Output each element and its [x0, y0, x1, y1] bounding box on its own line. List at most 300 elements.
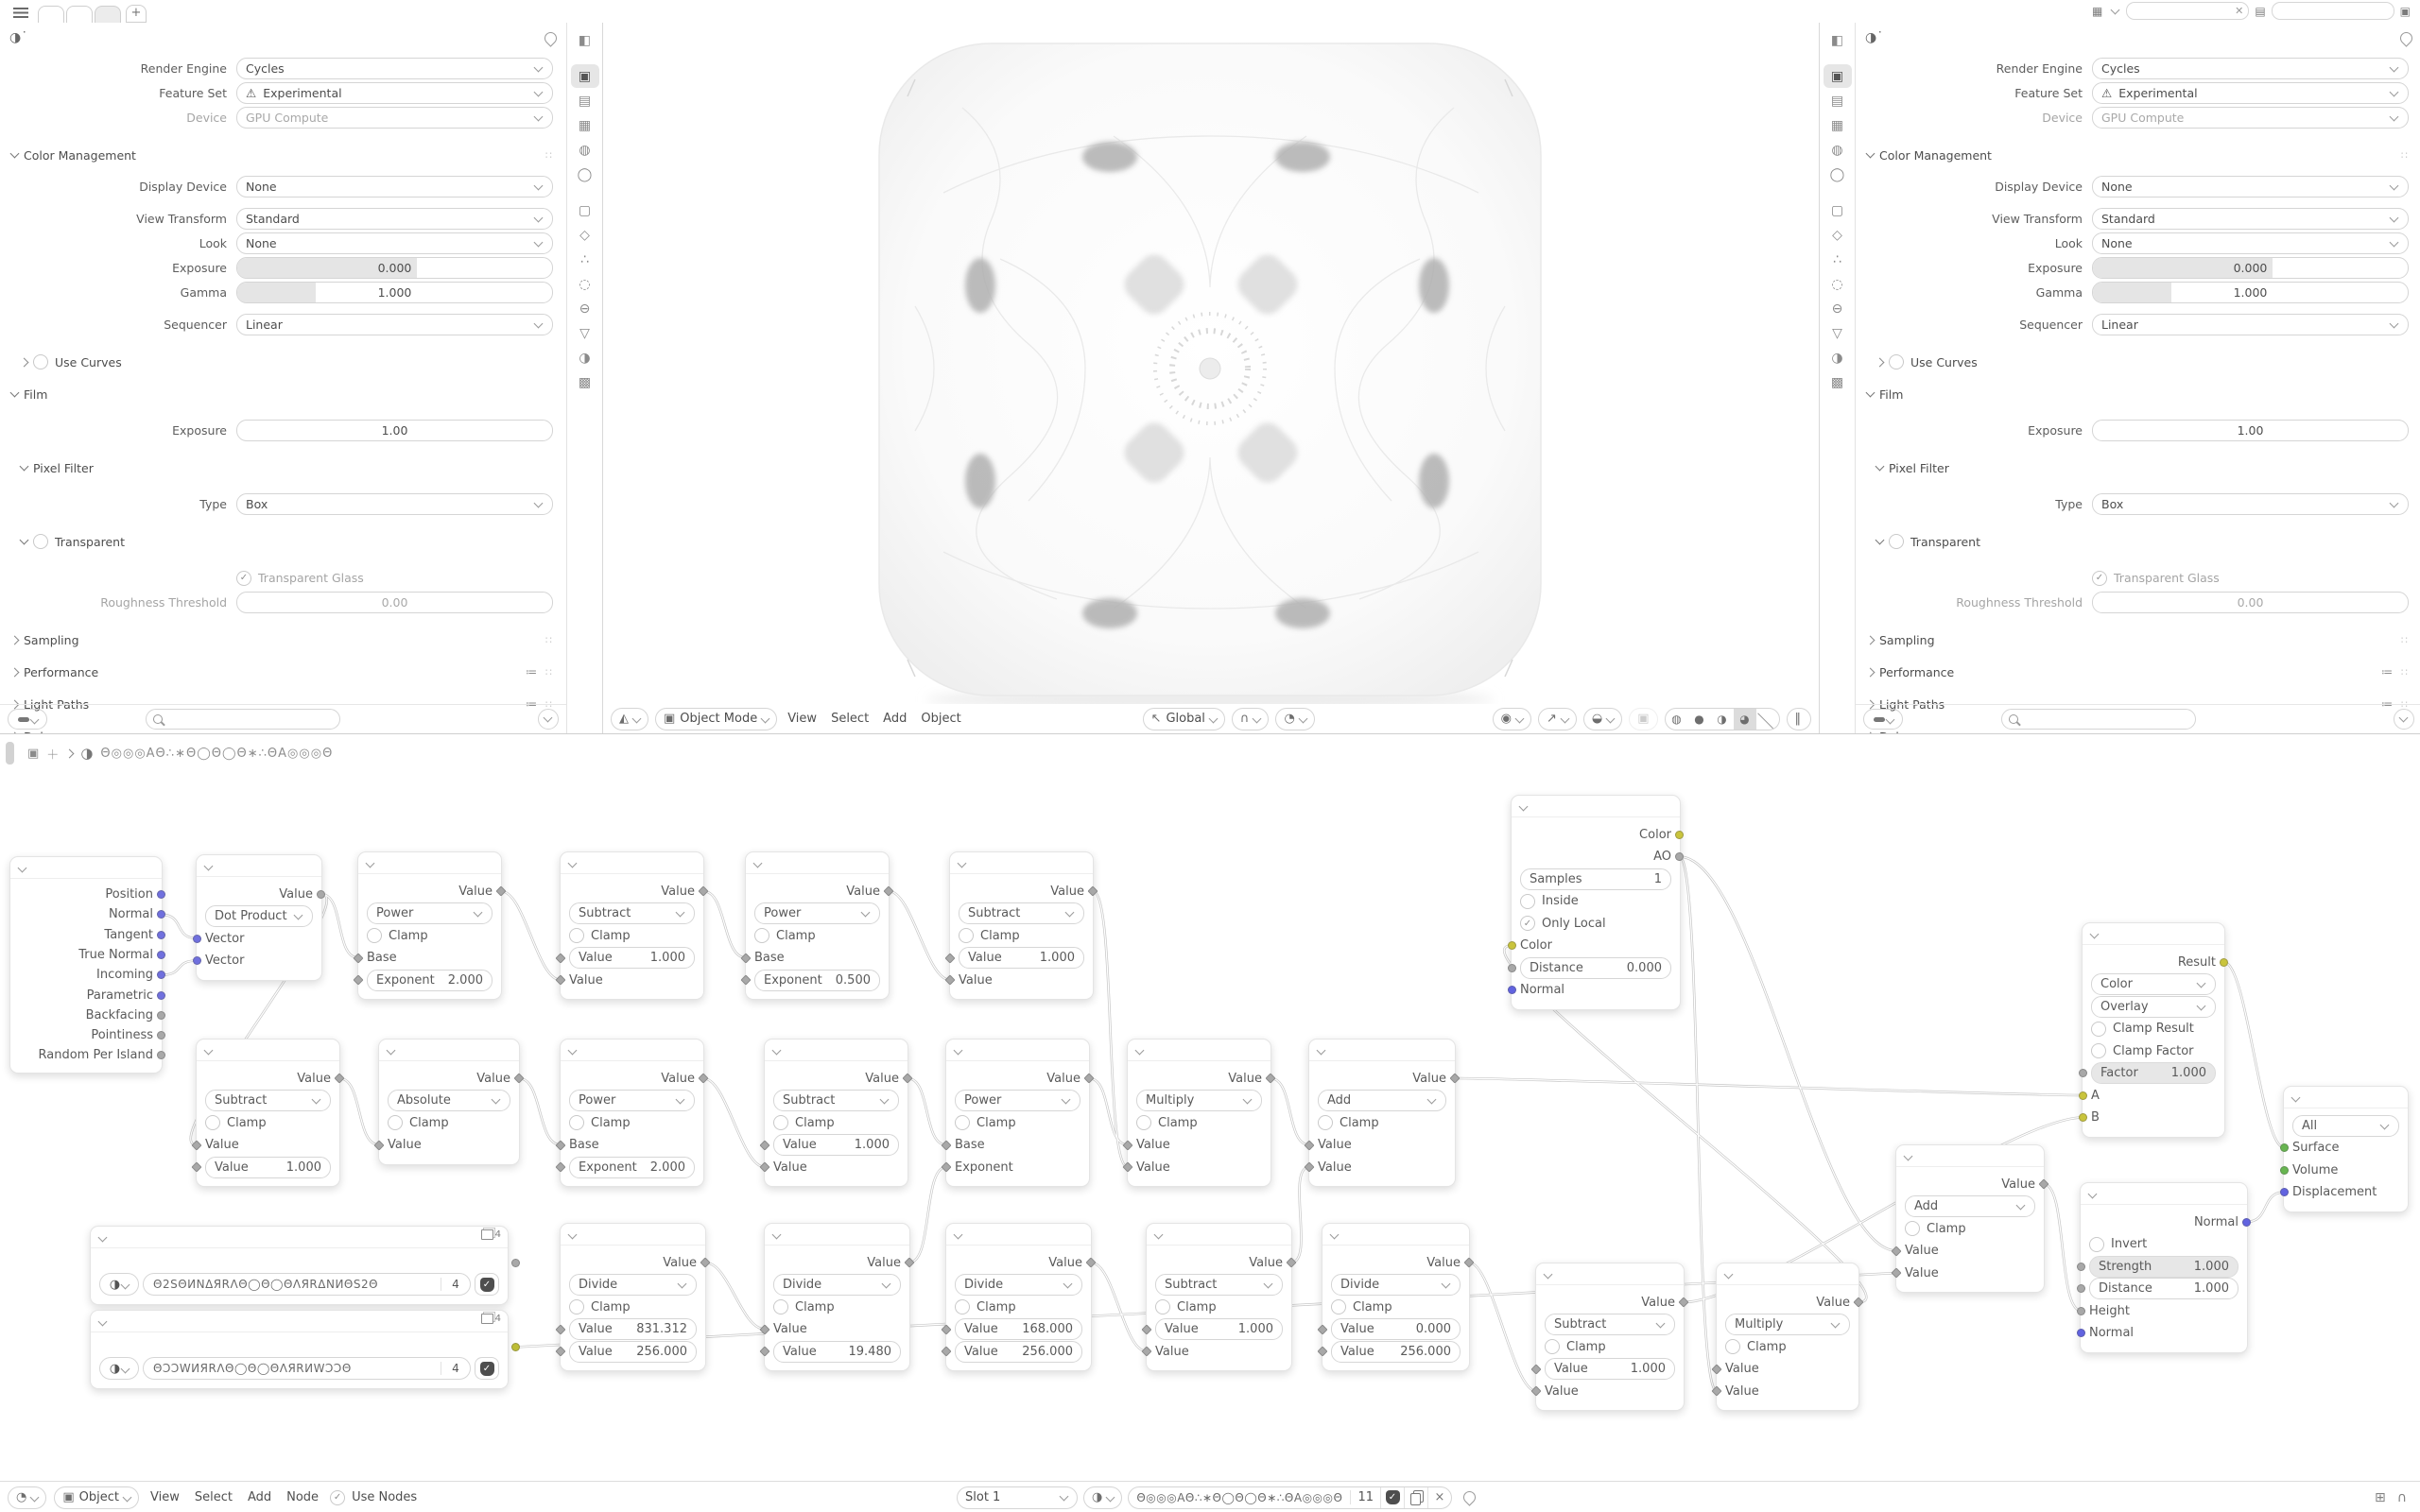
look-dropdown[interactable]: None	[2092, 232, 2409, 254]
checkbox-inside[interactable]: Inside	[1520, 891, 1671, 911]
editor-type-button[interactable]: ◔	[8, 1486, 46, 1509]
tab-viewlayer-properties-icon[interactable]: ▦	[1830, 117, 1844, 133]
node-mul12[interactable]	[1127, 1039, 1271, 1187]
overlays-dropdown[interactable]: ◒	[1583, 708, 1622, 730]
shading-rendered-icon[interactable]: ◕	[1734, 709, 1756, 730]
look-dropdown[interactable]: None	[236, 232, 553, 254]
checkbox-clamp[interactable]: Clamp	[754, 926, 880, 946]
node-header[interactable]	[950, 852, 1093, 874]
checkbox-clamp[interactable]: Clamp	[1331, 1297, 1461, 1317]
device-dropdown[interactable]: GPU Compute	[2092, 107, 2409, 129]
shading-material-icon[interactable]: ◑	[1717, 712, 1727, 726]
node-header[interactable]	[2081, 1183, 2247, 1205]
fake-user-shield-button[interactable]: ✓	[475, 1357, 499, 1380]
socket[interactable]	[1508, 941, 1516, 950]
dropdown-add[interactable]: Add	[1318, 1090, 1446, 1111]
checkbox-clamp[interactable]: Clamp	[955, 1297, 1082, 1317]
node-header[interactable]	[1536, 1263, 1684, 1285]
operation-dropdown	[1155, 1275, 1283, 1295]
node-add13[interactable]	[1308, 1039, 1456, 1187]
menu-view[interactable]: View	[149, 1490, 180, 1504]
section-light-paths[interactable]: Light Paths ≔ ∷	[0, 692, 566, 716]
node-header[interactable]	[1322, 1224, 1469, 1246]
node-imgA[interactable]	[90, 1226, 509, 1305]
socket[interactable]	[1675, 852, 1684, 861]
feature-set-dropdown[interactable]: ⚠ Experimental	[2092, 82, 2409, 104]
view-transform-dropdown[interactable]: Standard	[236, 208, 553, 230]
node-header[interactable]	[1512, 796, 1680, 817]
value-field[interactable]: Distance 1.000	[2089, 1278, 2238, 1299]
add-workspace-button[interactable]: +	[126, 5, 147, 23]
socket[interactable]	[2242, 1218, 2251, 1227]
checkbox-clamp[interactable]: Clamp	[1545, 1337, 1675, 1357]
tab-tool-icon[interactable]: ◧	[1830, 32, 1844, 48]
value-field[interactable]: Factor 1.000	[2091, 1062, 2216, 1084]
dropdown-subtract[interactable]: Subtract	[569, 902, 695, 924]
node-sub1[interactable]	[560, 851, 704, 1000]
checkbox-clamp[interactable]: Clamp	[1905, 1219, 2035, 1239]
node-header[interactable]	[379, 1040, 519, 1061]
section-sampling[interactable]: Sampling ∷	[0, 627, 566, 652]
socket[interactable]	[1675, 831, 1684, 839]
node-mul21[interactable]	[1716, 1263, 1859, 1411]
checkbox-clamp[interactable]: Clamp	[1155, 1297, 1283, 1317]
checkbox-clamp[interactable]: Clamp	[959, 926, 1084, 946]
dropdown-divide[interactable]: Divide	[773, 1274, 901, 1296]
workspace-tab-3[interactable]	[95, 6, 121, 23]
section-pixel-filter[interactable]: Pixel Filter	[1856, 455, 2420, 480]
socket[interactable]	[2280, 1143, 2289, 1152]
node-sub7[interactable]	[196, 1039, 340, 1187]
tab-data-properties-icon[interactable]: ▽	[1832, 325, 1842, 341]
socket[interactable]	[1508, 964, 1516, 972]
fake-user-shield-button[interactable]: ✓	[475, 1273, 499, 1296]
dropdown-divide[interactable]: Divide	[1331, 1274, 1461, 1296]
film-exposure-field[interactable]: 1.00	[236, 420, 553, 441]
snap-dropdown[interactable]: ∩	[1232, 708, 1270, 730]
node-sub10[interactable]	[764, 1039, 908, 1187]
sequencer-dropdown[interactable]: Linear	[236, 314, 553, 335]
menu-object[interactable]: Object	[921, 712, 961, 726]
slot-dropdown[interactable]: Slot 1	[957, 1486, 1078, 1509]
value-field[interactable]: Value 1.000	[959, 947, 1084, 969]
shader-node-editor[interactable]	[0, 733, 2420, 1512]
material-name-field[interactable]: Θ◎◎◎AΘ∴∗Θ◯Θ◯Θ∗∴ΘA◎◎◎Θ 11 ✓ ×	[1128, 1486, 1452, 1509]
dropdown-subtract[interactable]: Subtract	[205, 1090, 331, 1111]
editor-type-button[interactable]: ◭	[611, 708, 648, 730]
checkbox-clamp[interactable]: Clamp	[569, 926, 695, 946]
dropdown-subtract[interactable]: Subtract	[959, 902, 1084, 924]
socket[interactable]	[157, 1011, 165, 1020]
dropdown-power[interactable]: Power	[955, 1090, 1080, 1111]
sequencer-dropdown[interactable]: Linear	[2092, 314, 2409, 335]
section-transparent[interactable]: Transparent	[1856, 529, 2420, 554]
checkbox-clamp[interactable]: Clamp	[1318, 1113, 1446, 1133]
checkbox-clamp[interactable]: Clamp	[569, 1113, 695, 1133]
node-header[interactable]	[197, 1040, 339, 1061]
node-header[interactable]	[765, 1040, 908, 1061]
scene-name-field[interactable]: ✕	[2126, 2, 2249, 20]
mode-dropdown[interactable]: ▣ Object Mode	[655, 708, 777, 730]
node-header[interactable]	[746, 852, 889, 874]
socket[interactable]	[157, 951, 165, 959]
transparent-checkbox[interactable]	[1889, 534, 1904, 549]
section-use-curves[interactable]: Use Curves	[1856, 350, 2420, 374]
tab-output-properties-icon[interactable]: ▤	[1830, 93, 1844, 109]
checkbox-clamp[interactable]: Clamp	[388, 1113, 510, 1133]
copy-material-button[interactable]	[1404, 1487, 1427, 1508]
checkbox-clamp[interactable]: Clamp	[569, 1297, 697, 1317]
material-icon: ◑	[80, 745, 94, 762]
node-header[interactable]: 4	[91, 1227, 508, 1248]
node-sub2[interactable]	[949, 851, 1094, 1000]
node-out[interactable]	[2283, 1086, 2409, 1212]
socket[interactable]	[2077, 1307, 2085, 1315]
value-field[interactable]: Value 1.000	[205, 1157, 331, 1178]
input-value: Value	[1725, 1382, 1850, 1401]
tab-render-properties-icon[interactable]: ▣	[1824, 64, 1852, 88]
value-field[interactable]: Value 1.000	[1545, 1358, 1675, 1380]
node-div19[interactable]	[1322, 1223, 1470, 1371]
node-header[interactable]	[1309, 1040, 1455, 1061]
node-header[interactable]	[2284, 1087, 2408, 1108]
tab-physics-properties-icon[interactable]: ◌	[1831, 276, 1843, 292]
shading-wireframe-icon[interactable]: ◍	[1671, 712, 1682, 726]
node-header[interactable]: 4	[91, 1311, 508, 1332]
viewlayer-name-field[interactable]	[2272, 2, 2394, 20]
socket[interactable]	[2079, 1091, 2087, 1100]
dropdown-multiply[interactable]: Multiply	[1136, 1090, 1262, 1111]
use-curves-checkbox[interactable]	[33, 354, 48, 369]
socket[interactable]	[157, 931, 165, 939]
menu-select[interactable]: Select	[831, 712, 870, 726]
search-field[interactable]	[2001, 709, 2196, 730]
node-imgB[interactable]	[90, 1310, 509, 1389]
shader-type-dropdown[interactable]: ▣ Object	[54, 1486, 139, 1509]
socket[interactable]	[2079, 1069, 2087, 1077]
transparent-checkbox[interactable]	[33, 534, 48, 549]
output-incoming: Incoming	[19, 966, 153, 985]
search-field[interactable]	[146, 709, 340, 730]
node-div16[interactable]	[764, 1223, 910, 1371]
3d-viewport[interactable]	[603, 23, 1819, 733]
section-light-paths[interactable]: Light Paths ≔ ∷	[1856, 692, 2420, 716]
socket[interactable]	[317, 890, 325, 899]
exposure-slider[interactable]: 0.000	[2092, 257, 2409, 279]
transparent-glass-checkbox[interactable]: ✓	[236, 571, 251, 586]
operation-dropdown	[2292, 1116, 2399, 1136]
tab-scene-properties-icon[interactable]: ◍	[579, 142, 591, 158]
workspace-tab-2[interactable]	[66, 6, 93, 23]
tab-world-properties-icon[interactable]: ◯	[1829, 166, 1845, 182]
tab-object-properties-icon[interactable]: ▢	[1830, 202, 1844, 218]
tab-constraints-properties-icon[interactable]: ⊖	[1831, 301, 1843, 317]
orientation-dropdown[interactable]: ↖ Global	[1143, 708, 1225, 730]
image-browse-button[interactable]: ◑	[99, 1273, 139, 1296]
section-film[interactable]: Film	[1856, 382, 2420, 406]
menu-add[interactable]: Add	[883, 712, 908, 726]
socket[interactable]	[2077, 1329, 2085, 1337]
node-add25[interactable]	[1895, 1144, 2045, 1293]
view-transform-dropdown[interactable]: Standard	[2092, 208, 2409, 230]
checkbox-clamp[interactable]: Clamp	[205, 1113, 331, 1133]
node-header[interactable]	[358, 852, 501, 874]
dropdown-dot-product[interactable]: Dot Product	[205, 905, 313, 927]
node-header[interactable]	[561, 852, 703, 874]
tab-material-properties-icon[interactable]: ◑	[579, 350, 591, 366]
dropdown-divide[interactable]: Divide	[955, 1274, 1082, 1296]
proportional-edit-dropdown[interactable]: ◔	[1275, 708, 1314, 730]
node-header[interactable]	[197, 855, 321, 877]
options-button[interactable]	[538, 709, 559, 730]
socket[interactable]	[2280, 1188, 2289, 1196]
xray-toggle[interactable]: ▣	[1629, 708, 1657, 730]
fake-user-shield-button[interactable]: ✓	[1380, 1487, 1404, 1508]
properties-tab-strip	[1820, 23, 1856, 733]
node-sub18[interactable]	[1146, 1223, 1292, 1371]
dropdown-color[interactable]: Color	[2091, 973, 2216, 995]
filter-toggle-icon[interactable]	[8, 709, 47, 730]
feature-set-dropdown[interactable]: ⚠ Experimental	[236, 82, 553, 104]
transparent-glass-checkbox[interactable]: ✓	[2092, 571, 2107, 586]
dropdown-all[interactable]: All	[2292, 1115, 2399, 1137]
node-sub20[interactable]	[1535, 1263, 1685, 1411]
dropdown-subtract[interactable]: Subtract	[1545, 1314, 1675, 1335]
node-pow1[interactable]	[357, 851, 502, 1000]
node-geo[interactable]	[9, 856, 163, 1074]
menu-add[interactable]: Add	[247, 1490, 272, 1504]
section-use-curves[interactable]: Use Curves	[0, 350, 566, 374]
tab-tool-icon[interactable]: ◧	[578, 32, 592, 48]
dropdown-subtract[interactable]: Subtract	[773, 1090, 899, 1111]
node-header[interactable]	[561, 1040, 703, 1061]
node-pow9[interactable]	[560, 1039, 704, 1187]
node-pow11[interactable]	[945, 1039, 1090, 1187]
socket[interactable]	[511, 1343, 520, 1351]
tab-render-properties-icon[interactable]: ▣	[571, 64, 599, 88]
output-value: Value	[955, 1253, 1082, 1273]
dropdown-power[interactable]: Power	[754, 902, 880, 924]
tab-output-properties-icon[interactable]: ▤	[578, 93, 592, 109]
checkbox-only-local[interactable]: ✓ Only Local	[1520, 914, 1671, 934]
exposure-slider[interactable]: 0.000	[236, 257, 553, 279]
node-dot[interactable]	[196, 854, 322, 981]
image-browse-button[interactable]: ◑	[99, 1357, 139, 1380]
node-abs8[interactable]	[378, 1039, 520, 1165]
node-header[interactable]	[946, 1040, 1089, 1061]
gizmo-dropdown[interactable]: ↗	[1538, 708, 1577, 730]
tab-modifier-properties-icon[interactable]: ◇	[579, 227, 590, 243]
checkbox-clamp[interactable]: Clamp	[773, 1297, 901, 1317]
tab-scene-properties-icon[interactable]: ◍	[1831, 142, 1843, 158]
region-handle[interactable]	[6, 742, 14, 765]
output-backfacing: Backfacing	[19, 1006, 153, 1025]
socket[interactable]	[157, 991, 165, 1000]
pin-icon[interactable]	[542, 29, 559, 46]
output-value: Value	[959, 882, 1084, 902]
section-color-management[interactable]: Color Management ∷	[1856, 143, 2420, 167]
tab-viewlayer-properties-icon[interactable]: ▦	[578, 117, 592, 133]
value-field[interactable]: Value 1.000	[569, 947, 695, 969]
value-field[interactable]: Distance 0.000	[1520, 957, 1671, 979]
shading-mode-buttons[interactable]	[1665, 708, 1780, 730]
checkbox-clamp-factor[interactable]: Clamp Factor	[2091, 1041, 2216, 1061]
socket[interactable]	[193, 935, 201, 943]
display-device-dropdown[interactable]: None	[236, 176, 553, 198]
use-nodes-toggle[interactable]: ✓ Use Nodes	[330, 1490, 417, 1505]
menu-node[interactable]: Node	[286, 1490, 320, 1504]
render-display-icon[interactable]: ▣	[2399, 4, 2411, 18]
tab-particles-properties-icon[interactable]: ∴	[580, 251, 589, 267]
node-header[interactable]	[946, 1224, 1091, 1246]
pixel-filter-type-dropdown[interactable]: Box	[2092, 493, 2409, 515]
section-performance[interactable]: Performance ≔ ∷	[1856, 660, 2420, 684]
roughness-threshold-field[interactable]: 0.00	[2092, 592, 2409, 613]
dropdown-divide[interactable]: Divide	[569, 1274, 697, 1296]
dropdown-add[interactable]: Add	[1905, 1195, 2035, 1217]
socket[interactable]	[1508, 986, 1516, 994]
value-field[interactable]: Value 256.000	[1331, 1341, 1461, 1363]
device-dropdown[interactable]: GPU Compute	[236, 107, 553, 129]
scene-browse-chevron[interactable]	[2111, 6, 2120, 15]
material-users-count[interactable]: 11	[1350, 1490, 1380, 1504]
pause-render-button[interactable]: ‖	[1787, 708, 1812, 730]
use-curves-checkbox[interactable]	[1889, 354, 1904, 369]
tab-physics-properties-icon[interactable]: ◌	[579, 276, 591, 292]
tab-constraints-properties-icon[interactable]: ⊖	[579, 301, 591, 317]
node-header[interactable]	[1896, 1145, 2044, 1167]
section-color-management[interactable]: Color Management ∷	[0, 143, 566, 167]
socket[interactable]	[2280, 1166, 2289, 1175]
node-header[interactable]	[10, 857, 162, 879]
film-exposure-field[interactable]: 1.00	[2092, 420, 2409, 441]
dropdown-absolute[interactable]: Absolute	[388, 1090, 510, 1111]
image-name-field[interactable]: ΘƆƆWИЯRΛΘ◯Θ◯ΘΛЯRИWƆƆΘ 4	[143, 1357, 471, 1380]
render-engine-row: Render Engine Cycles	[1856, 57, 2409, 80]
visibility-dropdown[interactable]: ◉	[1493, 708, 1531, 730]
pin-icon[interactable]	[1461, 1488, 1478, 1505]
snap-magnet-icon[interactable]: ∩	[2396, 1489, 2407, 1505]
value-field[interactable]: Value 1.000	[1155, 1318, 1283, 1340]
snap-target-icon[interactable]: ⊞	[2375, 1489, 2386, 1505]
output-random-per-island: Random Per Island	[19, 1046, 153, 1065]
tab-texture-properties-icon[interactable]: ▩	[1830, 374, 1844, 390]
checkbox-clamp[interactable]: Clamp	[1136, 1113, 1262, 1133]
render-engine-dropdown[interactable]: Cycles	[2092, 58, 2409, 79]
node-header[interactable]	[1717, 1263, 1858, 1285]
filter-toggle-icon[interactable]	[1863, 709, 1903, 730]
socket[interactable]	[2077, 1263, 2085, 1271]
tab-material-properties-icon[interactable]: ◑	[1831, 350, 1843, 366]
node-header[interactable]	[561, 1224, 705, 1246]
value-field[interactable]: Value 1.000	[773, 1134, 899, 1156]
socket[interactable]	[2220, 958, 2228, 967]
dropdown-subtract[interactable]: Subtract	[1155, 1274, 1283, 1296]
value-field[interactable]: Value 19.480	[773, 1341, 901, 1363]
display-device-dropdown[interactable]: None	[2092, 176, 2409, 198]
value-field[interactable]: Value 831.312	[569, 1318, 697, 1340]
value-field[interactable]: Value 256.000	[955, 1341, 1082, 1363]
node-div17[interactable]	[945, 1223, 1092, 1371]
dropdown-power[interactable]: Power	[569, 1090, 695, 1111]
search-input[interactable]	[2023, 712, 2188, 728]
pin-icon[interactable]	[2397, 29, 2414, 46]
material-browse-button[interactable]: ◑	[1083, 1486, 1122, 1509]
value-field[interactable]: Samples 1	[1520, 868, 1671, 890]
section-transparent[interactable]: Transparent	[0, 529, 566, 554]
checkbox-clamp[interactable]: Clamp	[955, 1113, 1080, 1133]
checkbox-clamp[interactable]: Clamp	[1725, 1337, 1850, 1357]
checkbox-invert[interactable]: Invert	[2089, 1234, 2238, 1254]
socket[interactable]	[157, 890, 165, 899]
value-field[interactable]: Value 0.000	[1331, 1318, 1461, 1340]
node-canvas[interactable]	[0, 734, 2420, 1481]
menu-icon[interactable]	[13, 8, 28, 18]
node-header[interactable]	[1147, 1224, 1291, 1246]
section-film[interactable]: Film	[0, 382, 566, 406]
shading-options-chevron[interactable]	[1756, 709, 1779, 730]
search-input[interactable]	[167, 712, 333, 728]
options-button[interactable]	[2394, 709, 2414, 730]
shading-solid-icon[interactable]: ●	[1694, 712, 1704, 726]
socket[interactable]	[2079, 1113, 2087, 1122]
unlink-material-button[interactable]: ×	[1427, 1487, 1451, 1508]
roughness-threshold-field[interactable]: 0.00	[236, 592, 553, 613]
node-header[interactable]	[1128, 1040, 1270, 1061]
gamma-slider[interactable]: 1.000	[236, 282, 553, 303]
menu-select[interactable]: Select	[194, 1490, 233, 1504]
checkbox-clamp[interactable]: Clamp	[367, 926, 493, 946]
workspace-tab-1[interactable]	[38, 6, 64, 23]
tab-world-properties-icon[interactable]: ◯	[577, 166, 593, 182]
tab-texture-properties-icon[interactable]: ▩	[578, 374, 592, 390]
menu-view[interactable]: View	[787, 712, 818, 726]
socket[interactable]	[193, 956, 201, 965]
render-engine-dropdown[interactable]: Cycles	[236, 58, 553, 79]
node-mix[interactable]	[2082, 922, 2225, 1138]
dropdown-power[interactable]: Power	[367, 902, 493, 924]
tab-modifier-properties-icon[interactable]: ◇	[1832, 227, 1842, 243]
node-ao[interactable]	[1511, 795, 1681, 1010]
image-name-field[interactable]: Θ2SΘИNΔЯRΛΘ◯Θ◯ΘΛЯRΔNИΘS2Θ 4	[143, 1273, 471, 1296]
node-bump[interactable]	[2080, 1182, 2248, 1353]
dropdown-multiply[interactable]: Multiply	[1725, 1314, 1850, 1335]
gamma-slider[interactable]: 1.000	[2092, 282, 2409, 303]
node-pow2[interactable]	[745, 851, 890, 1000]
socket[interactable]	[2077, 1284, 2085, 1293]
value-field[interactable]: Strength 1.000	[2089, 1256, 2238, 1278]
value-field[interactable]: Value 168.000	[955, 1318, 1082, 1340]
section-performance[interactable]: Performance ≔ ∷	[0, 660, 566, 684]
value-field[interactable]: Exponent 2.000	[367, 970, 493, 991]
socket[interactable]	[511, 1259, 520, 1267]
tab-object-properties-icon[interactable]: ▢	[578, 202, 592, 218]
dropdown-overlay[interactable]: Overlay	[2091, 996, 2216, 1018]
value-field[interactable]: Exponent 2.000	[569, 1157, 695, 1178]
value-field[interactable]: Exponent 0.500	[754, 970, 880, 991]
pixel-filter-type-dropdown[interactable]: Box	[236, 493, 553, 515]
section-sampling[interactable]: Sampling ∷	[1856, 627, 2420, 652]
checkbox-clamp[interactable]: Clamp	[773, 1113, 899, 1133]
tab-data-properties-icon[interactable]: ▽	[579, 325, 590, 341]
section-pixel-filter[interactable]: Pixel Filter	[0, 455, 566, 480]
node-div15[interactable]	[560, 1223, 706, 1371]
value-field[interactable]: Value 256.000	[569, 1341, 697, 1363]
tab-particles-properties-icon[interactable]: ∴	[1833, 251, 1841, 267]
node-header[interactable]	[765, 1224, 909, 1246]
node-header[interactable]	[2083, 923, 2224, 945]
checkbox-clamp-result[interactable]: Clamp Result	[2091, 1019, 2216, 1039]
